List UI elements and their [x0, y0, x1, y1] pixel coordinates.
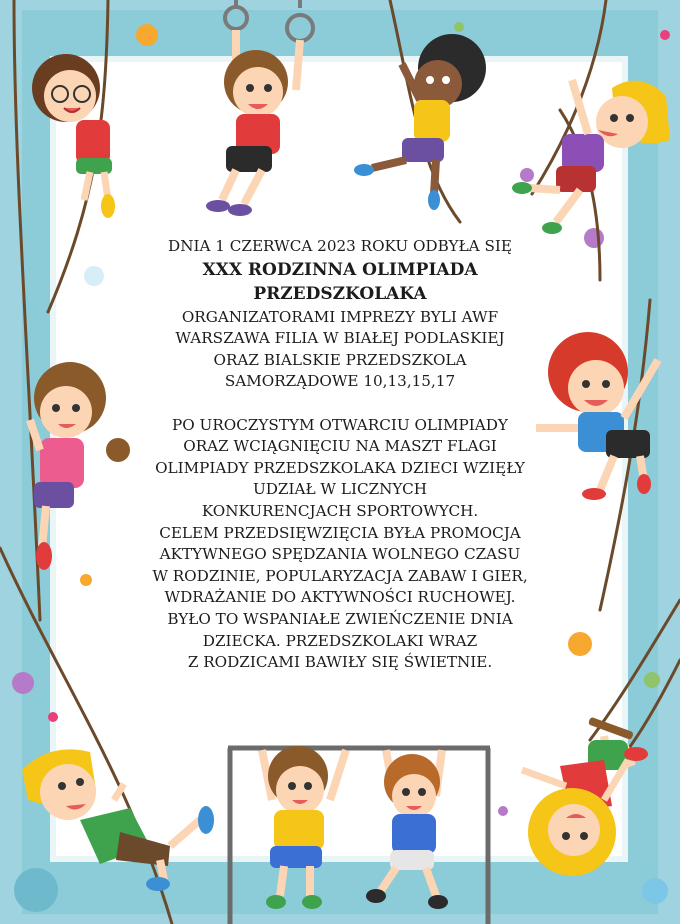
- paragraph-gap: [120, 393, 560, 415]
- kids-on-pull-up-bar-icon: [262, 746, 448, 909]
- organizers-line: SAMORZĄDOWE 10,13,15,17: [224, 372, 456, 391]
- body-line: ORAZ WCIĄGNIĘCIU NA MASZT FLAGI: [183, 437, 497, 456]
- body-line: UDZIAŁ W LICZNYCH: [252, 480, 428, 499]
- body-line: KONKURENCJACH SPORTOWYCH.: [201, 501, 479, 520]
- event-title-line: XXX RODZINNA OLIMPIADA: [202, 259, 478, 280]
- body-line: Z RODZICAMI BAWIŁY SIĘ ŚWIETNIE.: [187, 653, 493, 672]
- boy-climbing-rope-icon: [354, 34, 486, 210]
- girl-upside-down-swing-icon: [522, 717, 648, 876]
- girl-with-glasses-climbing-rope-icon: [32, 54, 115, 218]
- rope: [590, 600, 680, 740]
- organizers-line: WARSZAWA FILIA W BIAŁEJ PODLASKIEJ: [175, 329, 505, 348]
- organizers-line: ORAZ BIALSKIE PRZEDSZKOLA: [213, 350, 467, 369]
- body-line: OLIMPIADY PRZEDSZKOLAKA DZIECI WZIĘŁY: [155, 458, 525, 477]
- boy-lying-on-rope-icon: [22, 749, 214, 891]
- body-line: BYŁO TO WSPANIAŁE ZWIEŃCZENIE DNIA: [167, 609, 513, 628]
- body-line: PO UROCZYSTYM OTWARCIU OLIMPIADY: [172, 415, 508, 434]
- rope: [620, 660, 680, 760]
- boy-on-gymnastic-rings-icon: [206, 30, 300, 216]
- body-line: AKTYWNEGO SPĘDZANIA WOLNEGO CZASU: [159, 545, 521, 564]
- boy-yellow-cap-climbing-rope-icon: [512, 80, 670, 234]
- body-line: WDRAŻANIE DO AKTYWNOŚCI RUCHOWEJ.: [164, 588, 516, 607]
- announcement-text: [120, 236, 560, 674]
- organizers-line: ORGANIZATORAMI IMPREZY BYLI AWF: [181, 307, 499, 326]
- body-line: W RODZINIE, POPULARYZACJA ZABAW I GIER,: [152, 566, 528, 585]
- body-line: DZIECKA. PRZEDSZKOLAKI WRAZ: [202, 631, 478, 650]
- body-line: CELEM PRZEDSIĘWZIĘCIA BYŁA PROMOCJA: [159, 523, 521, 542]
- event-title-line: PRZEDSZKOLAKA: [253, 284, 427, 305]
- announcement-lead: DNIA 1 CZERWCA 2023 ROKU ODBYŁA SIĘ: [168, 237, 512, 255]
- girl-climbing-rope-left-icon: [30, 362, 130, 570]
